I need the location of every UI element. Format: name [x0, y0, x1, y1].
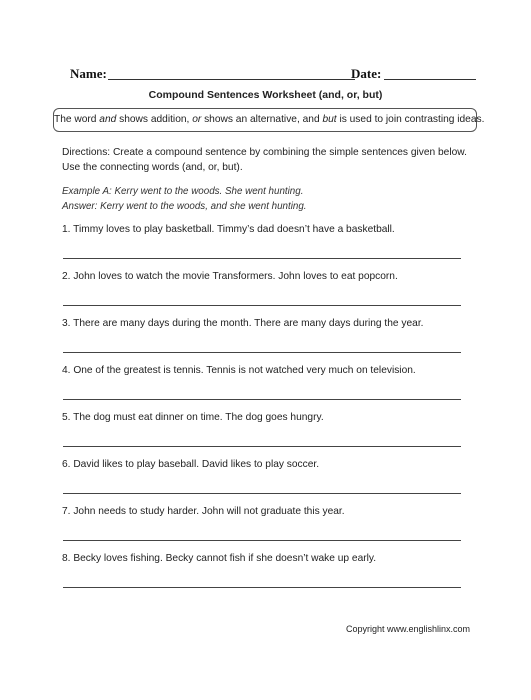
answer-line-1[interactable] [63, 258, 461, 259]
definition-text-2: shows addition, [116, 114, 193, 125]
copyright-text: Copyright www.englishlinx.com [346, 624, 471, 634]
answer-line-7[interactable] [63, 540, 461, 541]
date-label: Date: [351, 66, 382, 81]
definition-text-1: The word [54, 114, 100, 125]
name-line [108, 79, 355, 80]
question-8: 8. Becky loves fishing. Becky cannot fish if she doesn’t wake up early. [62, 553, 377, 564]
definition-word-and: and [99, 114, 117, 125]
answer-line-8[interactable] [63, 587, 461, 588]
question-4: 4. One of the greatest is tennis. Tennis is not watched very much on television. [62, 365, 416, 376]
answer-line-2[interactable] [63, 305, 461, 306]
date-line [384, 79, 476, 80]
question-5: 5. The dog must eat dinner on time. The dog goes hungry. [62, 412, 324, 423]
directions-text: Directions: Create a compound sentence by combining the simple sentences given below. Use the connecting words (and, or, but). [62, 147, 467, 173]
example-answer: Answer: Kerry went to the woods, and she went hunting. [62, 201, 307, 212]
definition-word-but: but [322, 114, 337, 125]
worksheet-title: Compound Sentences Worksheet (and, or, but) [148, 89, 383, 101]
definition-word-or: or [192, 114, 202, 125]
definition-box [53, 108, 485, 132]
question-1: 1. Timmy loves to play basketball. Timmy’s dad doesn’t have a basketball. [62, 224, 395, 235]
answer-line-4[interactable] [63, 399, 461, 400]
definition-text-3: shows an alternative, and [201, 114, 323, 125]
answer-line-5[interactable] [63, 446, 461, 447]
question-3: 3. There are many days during the month. There are many days during the year. [62, 318, 424, 329]
example-block [62, 184, 482, 214]
worksheet-header [70, 66, 470, 86]
example-sentence: Example A: Kerry went to the woods. She went hunting. [62, 186, 304, 197]
definition-text-4: is used to join contrasting ideas. [336, 114, 485, 125]
question-7: 7. John needs to study harder. John will not graduate this year. [62, 506, 345, 517]
answer-line-6[interactable] [63, 493, 461, 494]
name-label: Name: [70, 66, 107, 81]
question-6: 6. David likes to play baseball. David likes to play soccer. [62, 459, 320, 470]
question-2: 2. John loves to watch the movie Transformers. John loves to eat popcorn. [62, 271, 398, 282]
answer-line-3[interactable] [63, 352, 461, 353]
